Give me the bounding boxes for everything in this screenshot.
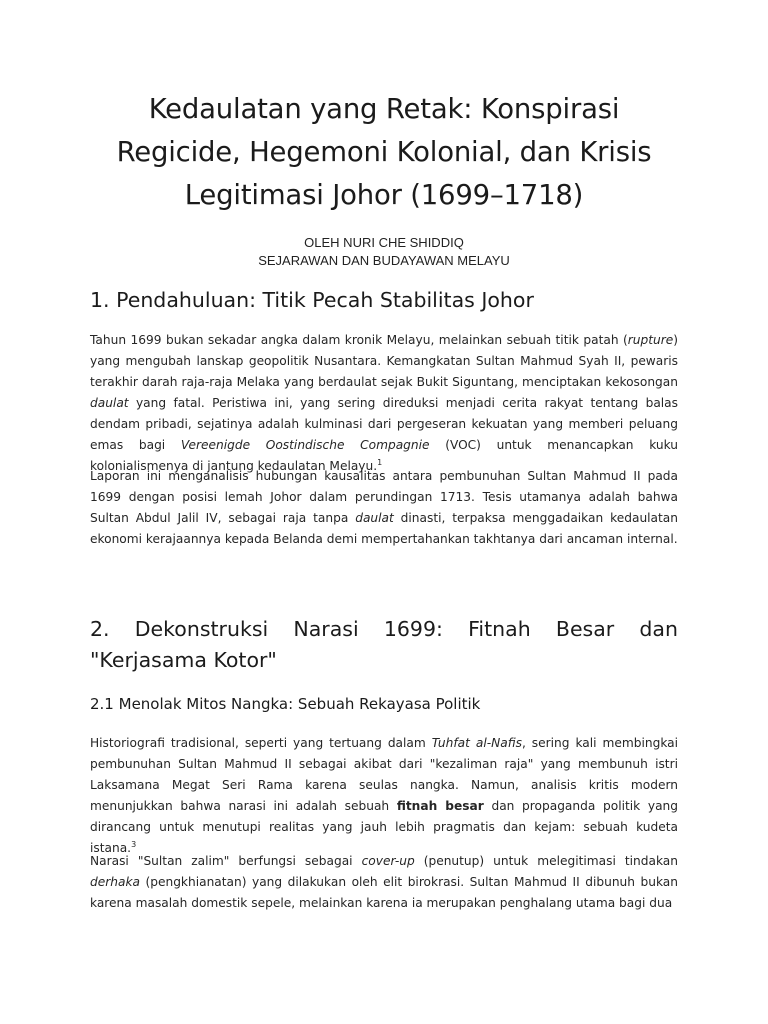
title-line: Kedaulatan yang Retak: Konspirasi [148,93,620,125]
section-2-heading-line-1: 2. Dekonstruksi Narasi 1699: Fitnah Besar dan [90,617,678,641]
italic-term: daulat [355,511,394,525]
text-run: dinasti, terpaksa menggadaikan kedaulatan ekonomi kerajaannya kepada Belanda demi mempertahankan takhtanya dari ancaman internal. [90,511,678,546]
section-2-heading [90,614,678,676]
text-run: Laporan ini menganalisis hubungan kausalitas antara pembunuhan Sultan Mahmud II pada 1699 dengan posisi lemah Johor dalam perundingan 1713. Tesis utamanya adalah bahwa Sultan Abdul Jalil IV, sebagai raja tanpa [90,469,678,525]
italic-term: Tuhfat al-Nafis [431,736,522,750]
author-block [60,234,708,270]
text-run: Narasi "Sultan zalim" berfungsi sebagai [90,854,362,868]
bold-term: fitnah besar [396,799,484,813]
section-2-paragraph-2 [90,851,678,914]
italic-term: rupture [627,333,674,347]
section-2-heading-line-2: "Kerjasama Kotor" [90,648,277,672]
footnote-ref[interactable]: 3 [131,840,137,849]
text-run: Historiografi tradisional, seperti yang tertuang dalam [90,736,432,750]
italic-term: cover-up [361,854,415,868]
text-run: dan propaganda politik yang dirancang untuk menutupi realitas yang jauh lebih pragmatis dan kejam: sebuah kudeta istana. [90,799,679,855]
title-line: Legitimasi Johor (1699–1718) [184,179,584,211]
section-1-heading: 1. Pendahuluan: Titik Pecah Stabilitas Johor [90,288,534,312]
text-run: (penutup) untuk melegitimasi tindakan [414,854,679,868]
author-role: SEJARAWAN DAN BUDAYAWAN MELAYU [258,253,510,268]
text-run: (pengkhianatan) yang dilakukan oleh elit birokrasi. Sultan Mahmud II dibunuh bukan karena masalah domestik sepele, melainkan karena ia merupakan penghalang utama bagi dua [90,875,678,910]
text-run: , sering kali membingkai pembunuhan Sultan Mahmud II sebagai akibat dari "kezaliman raja" yang membunuh istri Laksamana Megat Seri Rama karena seulas nangka. Namun, analisis kritis modern menunjukkan bahwa narasi ini adalah sebuah [90,736,679,813]
text-run: yang fatal. Peristiwa ini, yang sering direduksi menjadi cerita rakyat tentang balas dendam pribadi, sejatinya adalah kulminasi dari pergeseran kekuatan yang memberi peluang emas bagi [90,396,678,452]
footnote-ref[interactable]: 1 [377,458,383,467]
text-run: ) yang mengubah lanskap geopolitik Nusantara. Kemangkatan Sultan Mahmud Syah II, pewaris terakhir darah raja-raja Melaka yang berdaulat sejak Bukit Siguntang, menciptakan kekosongan [90,333,678,389]
text-run: (VOC) untuk menancapkan kuku kolonialismenya di jantung kedaulatan Melayu. [90,438,679,473]
title-line: Regicide, Hegemoni Kolonial, dan Krisis [116,136,652,168]
author-byline: OLEH NURI CHE SHIDDIQ [304,235,464,250]
section-1-paragraph-1 [90,330,678,477]
italic-term: derhaka [90,875,140,889]
italic-term: daulat [90,396,129,410]
italic-term: Vereenigde Oostindische Compagnie [180,438,430,452]
text-run: Tahun 1699 bukan sekadar angka dalam kronik Melayu, melainkan sebuah titik patah ( [90,333,628,347]
document-title [60,88,708,217]
section-1-paragraph-2 [90,466,678,550]
section-2-paragraph-1 [90,733,678,859]
subsection-2-1-heading: 2.1 Menolak Mitos Nangka: Sebuah Rekayasa Politik [90,695,481,713]
